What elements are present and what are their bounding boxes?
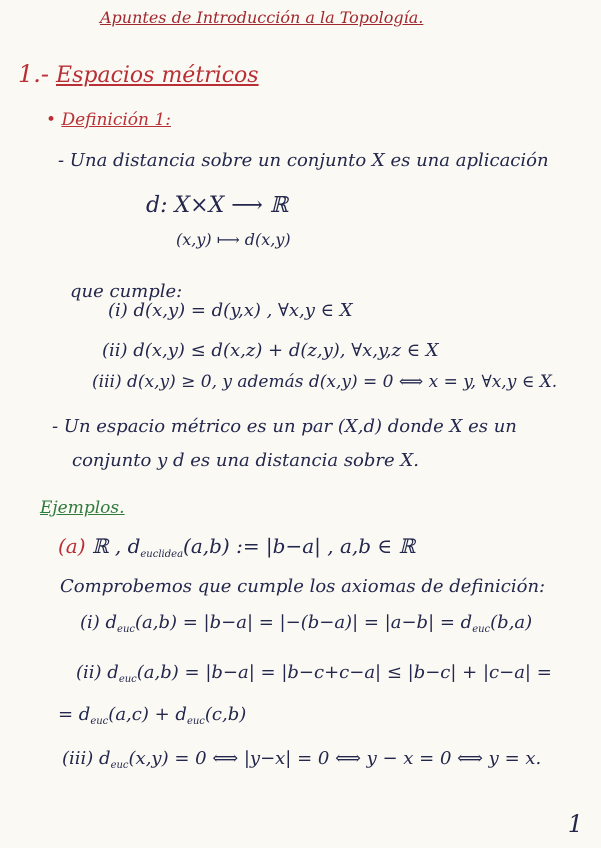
proof-i-body: (a,b) = |b−a| = |−(b−a)| = |a−b| = d xyxy=(135,612,473,633)
example-a xyxy=(58,536,415,560)
proof-ii2-sub: euc xyxy=(90,716,109,727)
proof-ii-sub: euc xyxy=(118,674,137,685)
example-a-label: (a) xyxy=(58,534,86,558)
axiom-positivity: (iii) d(x,y) ≥ 0, y además d(x,y) = 0 ⟺ x = y, ∀x,y ∈ X. xyxy=(92,372,558,392)
axiom-symmetry: (i) d(x,y) = d(y,x) , ∀x,y ∈ X xyxy=(108,300,353,321)
metric-space-def-1: - Un espacio métrico es un par (X,d) donde X es un xyxy=(52,416,517,437)
examples-heading: Ejemplos. xyxy=(40,498,125,518)
proof-ii-body: (a,b) = |b−a| = |b−c+c−a| ≤ |b−c| + |c−a| = xyxy=(136,662,552,683)
proof-iii-sub: euc xyxy=(110,760,129,771)
proof-ii-continued xyxy=(58,706,246,727)
map-signature: d: X×X ⟶ ℝ xyxy=(146,193,289,218)
map-rule: (x,y) ⟼ d(x,y) xyxy=(176,230,291,249)
proof-iii-body: (x,y) = 0 ⟺ |y−x| = 0 ⟺ y − x = 0 ⟺ y = x. xyxy=(128,748,542,769)
example-a-definition: (a,b) := |b−a| , a,b ∈ ℝ xyxy=(183,534,416,558)
page-title: Apuntes de Introducción a la Topología. xyxy=(100,8,424,27)
definition-heading xyxy=(46,112,171,129)
check-axioms: Comprobemos que cumple los axiomas de definición: xyxy=(60,576,546,597)
definition-bullet: • xyxy=(46,110,57,130)
definition-label: Definición 1: xyxy=(61,110,171,130)
axiom-triangle: (ii) d(x,y) ≤ d(x,z) + d(z,y), ∀x,y,z ∈ X xyxy=(102,340,439,361)
proof-ii2-sub2: euc xyxy=(186,716,205,727)
section-heading xyxy=(18,62,259,87)
proof-i-end: (b,a) xyxy=(490,612,533,633)
metric-space-def-2: conjunto y d es una distancia sobre X. xyxy=(72,450,419,471)
example-a-space: ℝ , d xyxy=(91,534,141,558)
proof-i xyxy=(80,614,532,635)
proof-ii2-mid: (a,c) + d xyxy=(108,704,187,725)
proof-i-prefix: (i) d xyxy=(80,612,118,633)
section-title: Espacios métricos xyxy=(56,63,259,88)
proof-iii-prefix: (iii) d xyxy=(62,748,111,769)
proof-ii2-end: (c,b) xyxy=(204,704,247,725)
proof-iii xyxy=(62,750,541,771)
proof-ii2-prefix: = d xyxy=(58,704,91,725)
cumple-label: que cumple: xyxy=(70,281,183,302)
definition-intro: - Una distancia sobre un conjunto X es una aplicación xyxy=(58,150,549,171)
proof-i-sub2: euc xyxy=(472,624,491,635)
page-number: 1 xyxy=(567,810,583,838)
example-a-subscript: euclidea xyxy=(140,549,184,560)
proof-ii xyxy=(76,664,552,685)
proof-ii-prefix: (ii) d xyxy=(76,662,119,683)
section-number: 1.- xyxy=(18,60,50,88)
proof-i-sub: euc xyxy=(117,624,136,635)
